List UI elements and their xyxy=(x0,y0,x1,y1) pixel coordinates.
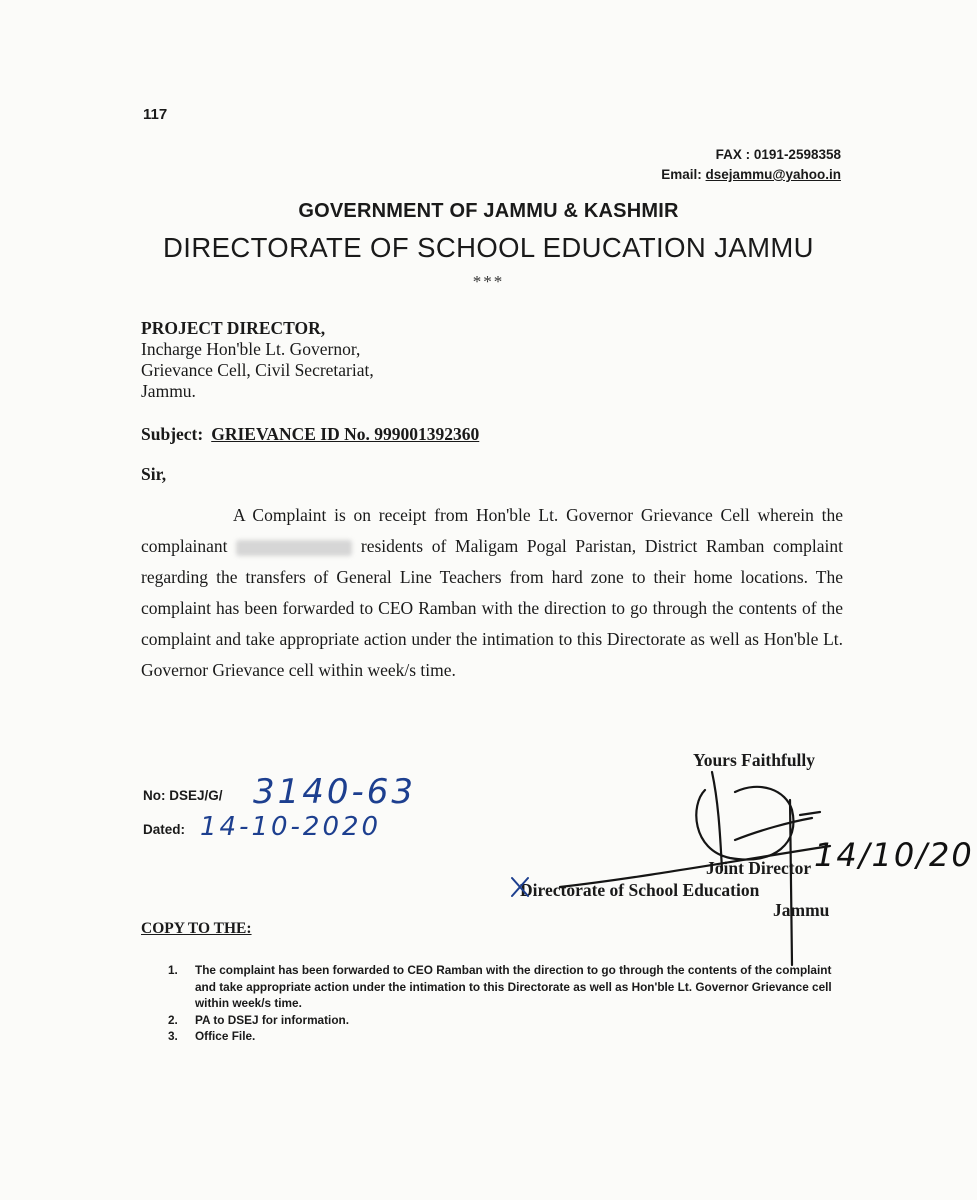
email-address: dsejammu@yahoo.in xyxy=(705,167,841,182)
dated-label: Dated: xyxy=(143,822,186,837)
subject-label: Subject: xyxy=(141,424,204,444)
yours-faithfully: Yours Faithfully xyxy=(693,750,816,770)
subject-value: GRIEVANCE ID No. 999001392360 xyxy=(211,424,480,444)
list-item-number: 1. xyxy=(168,963,178,977)
list-item-text: The complaint has been forwarded to CEO Ramban with the direction to go through the contents of the complaint and take appropriate action under the intimation to this Directorate as well as Hon'ble Lt. Governor Grievance cell within week/s time. xyxy=(195,963,832,1010)
addressee-line: Grievance Cell, Civil Secretariat, xyxy=(141,360,374,380)
signature-date: 14/10/20 xyxy=(814,836,974,874)
page-number: 117 xyxy=(143,106,168,123)
email-label: Email: xyxy=(661,167,702,182)
list-item-number: 3. xyxy=(168,1029,178,1043)
directorate-heading: DIRECTORATE OF SCHOOL EDUCATION JAMMU xyxy=(163,232,814,263)
signatory-designation: Joint Director xyxy=(706,858,812,878)
list-item-number: 2. xyxy=(168,1012,178,1027)
list-item xyxy=(168,1012,848,1029)
copy-to-heading: COPY TO THE: xyxy=(141,920,252,937)
government-heading: GOVERNMENT OF JAMMU & KASHMIR xyxy=(298,200,679,222)
list-item-text: Office File. xyxy=(195,1029,256,1043)
signatory-office: Directorate of School Education xyxy=(520,880,760,900)
list-item xyxy=(168,1028,848,1045)
reference-number-label: No: DSEJ/G/ xyxy=(143,788,223,803)
list-item-text: PA to DSEJ for information. xyxy=(195,1012,350,1027)
copy-to-list xyxy=(168,962,848,1045)
body-text-part1: A Complaint is on receipt from Hon'ble Lt. Governor Grievance Cell wherein the complainant xyxy=(141,505,843,556)
list-item xyxy=(168,962,848,1012)
heading-stars: *** xyxy=(472,272,505,291)
body-text-part2: residents of Maligam Pogal Paristan, District Ramban complaint regarding the transfers of General Line Teachers from hard zone to their home locations. The complaint has been forwarded to CEO Ramban with the direction to go through the contents of the complaint and take appropriate action under the intimation to this Directorate as well as Hon'ble Lt. Governor Grievance cell within week/s time. xyxy=(141,536,844,680)
dated-handwritten: 14-10-2020 xyxy=(200,812,382,842)
addressee-line: Incharge Hon'ble Lt. Governor, xyxy=(141,339,361,359)
signatory-place: Jammu xyxy=(773,900,830,920)
fax-number: FAX : 0191-2598358 xyxy=(715,147,841,162)
reference-number-handwritten: 3140-63 xyxy=(253,772,417,812)
addressee-line: Jammu. xyxy=(141,381,196,401)
salutation: Sir, xyxy=(141,464,167,484)
addressee-title: PROJECT DIRECTOR, xyxy=(141,318,326,338)
